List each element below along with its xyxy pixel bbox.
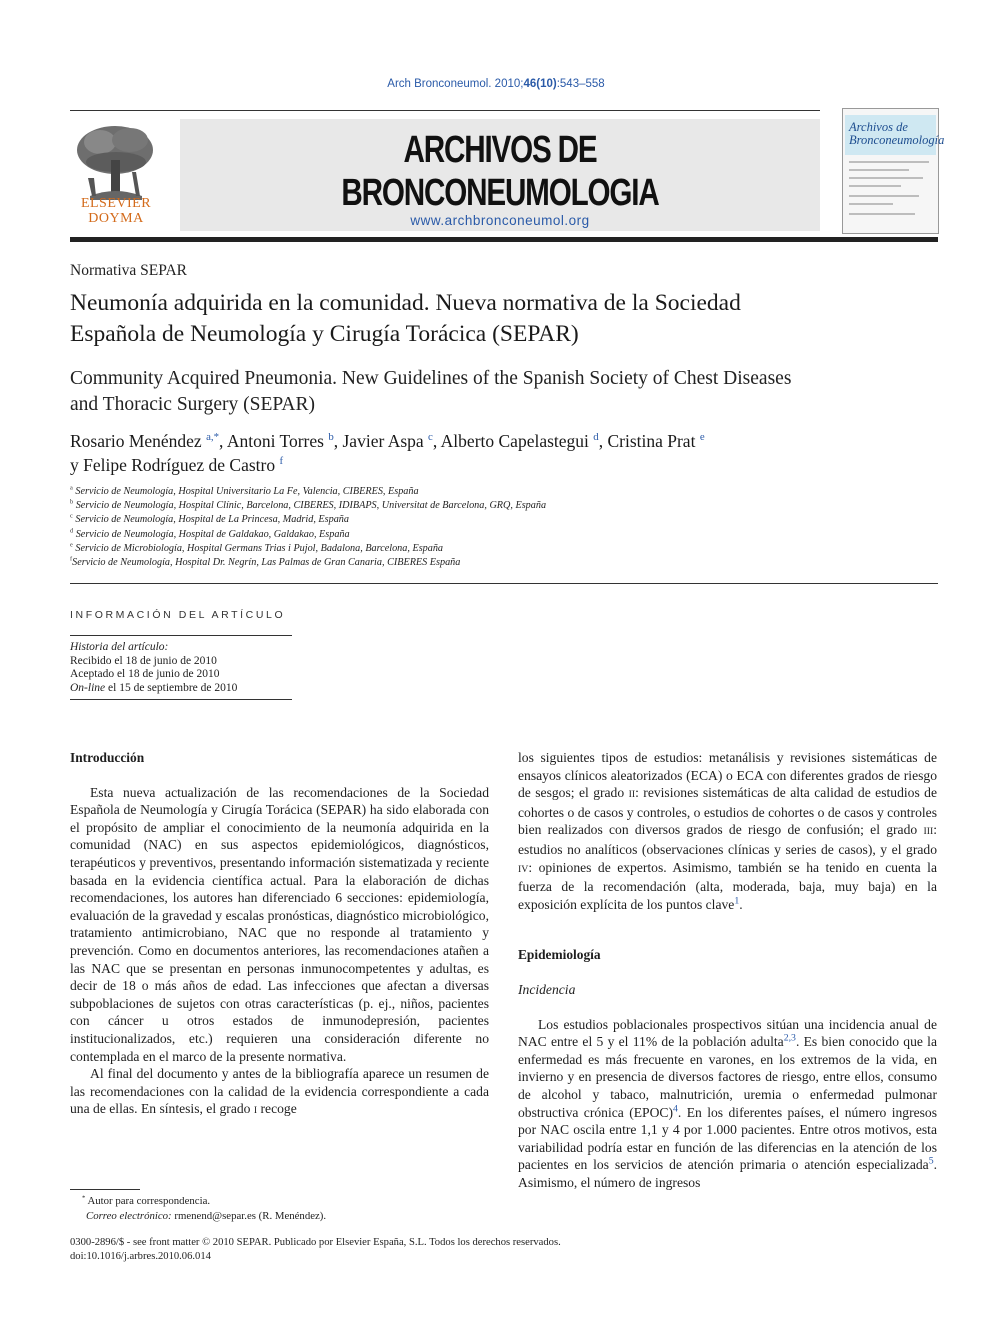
author-affiliation-marker[interactable]: e (699, 431, 705, 444)
author-name: y Felipe Rodríguez de Castro (70, 455, 276, 475)
evidence-grade: III (923, 826, 934, 838)
reference-link[interactable]: 4 (673, 1102, 678, 1114)
footnote-text: Autor para correspondencia. (85, 1195, 211, 1207)
author-name: Rosario Menéndez (70, 431, 202, 451)
footnote-marker: * (82, 1194, 86, 1202)
author-separator: , (598, 431, 608, 451)
affiliation-text: Servicio de Neumología, Hospital de Galdakao, Galdakao, España (75, 528, 350, 540)
author-name: Javier Aspa (342, 431, 424, 451)
footnote-line-2 (70, 1209, 490, 1224)
publisher-logo-text (70, 196, 162, 226)
journal-url-link[interactable]: www.archbronconeumol.org (410, 213, 590, 228)
affiliation-key: f (70, 555, 73, 563)
affiliation-key: b (70, 498, 74, 506)
cover-title-line1: Archivos de (849, 120, 908, 134)
author-name: Alberto Capelastegui (440, 431, 589, 451)
cover-text-line (849, 169, 909, 171)
journal-citation[interactable] (0, 78, 992, 90)
doi-link[interactable]: doi:10.1016/j.arbres.2010.06.014 (70, 1251, 211, 1263)
affiliation-text: Servicio de Microbiología, Hospital Germans Trias i Pujol, Badalona, Barcelona, España (75, 542, 444, 554)
affiliation-text: Servicio de Neumología, Hospital de La Princesa, Madrid, España (75, 514, 349, 526)
author-separator: , (432, 431, 441, 451)
grades-paragraph (518, 749, 937, 913)
footnote-line-1 (70, 1194, 490, 1209)
introduction-heading: Introducción (70, 750, 145, 765)
body-column-left (70, 749, 489, 1120)
affiliation-text: Servicio de Neumología, Hospital Clínic, Barcelona, CIBERES, IDIBAPS, Universitat de Barcelona, GRQ, España (75, 500, 547, 512)
affiliation-key: d (70, 527, 74, 535)
article-title-en (70, 366, 930, 418)
citation-issue: (10) (536, 78, 557, 90)
publisher-name-line2: DOYMA (88, 211, 144, 226)
affiliation-key: e (70, 541, 73, 549)
journal-title: ARCHIVOS DE BRONCONEUMOLOGIA (341, 129, 659, 214)
history-label: Historia del artículo: (70, 641, 169, 653)
reference-link[interactable]: 1 (734, 895, 740, 907)
page-footer (70, 1236, 930, 1265)
cover-text-line (849, 185, 901, 187)
author-affiliation-marker[interactable]: f (279, 455, 284, 468)
cover-text-line (849, 195, 919, 197)
author-affiliation-marker[interactable]: a,* (206, 431, 220, 444)
header-rule (70, 110, 820, 111)
paragraph-gap (518, 999, 937, 1016)
affiliation-text: Servicio de Neumología, Hospital Universitario La Fe, Valencia, CIBERES, España (75, 486, 419, 497)
author-name: Antoni Torres (226, 431, 324, 451)
history-received: Recibido el 18 de junio de 2010 (70, 654, 217, 667)
affiliation-list (70, 485, 930, 570)
author-list (70, 429, 930, 477)
reference-link[interactable]: 5 (928, 1155, 934, 1167)
affiliation-item (70, 556, 930, 570)
introduction-paragraph-2 (70, 1065, 489, 1120)
publisher-name-line1: ELSEVIER (80, 196, 152, 211)
evidence-grade: II (628, 789, 636, 801)
paragraph-text: Al final del documento y antes de la bibliografía aparece un resumen de las recomendaciones con la calidad de la evidencia correspondiente a cada una de ellas. En síntesis, el grado (70, 1066, 489, 1117)
evidence-grade: I (253, 1105, 258, 1117)
introduction-paragraph-1: Esta nueva actualización de las recomendaciones de la Sociedad Española de Neumología y Cirugía Torácica (SEPAR) ha sido elaborada con el propósito de ampliar el conocimiento de la neumonía adquirida en la comunidad (NAC) en sus aspectos epidemiológicos, diagnósticos, terapéuticos y preventivos, presentando información sistematizada y reciente basada en la evidencia científica actual. Para la elaboración de dichas recomendaciones, los autores han diferenciado 6 secciones: epidemiología, evaluación de la gravedad y escalas pronósticas, diagnóstico microbiológico, tratamiento antimicrobiano, NAC que no responde al tratamiento y prevención. Como en documentos anteriores, las recomendaciones atañen a las NAC que se presentan en personas inmunocompetentes y adultas, es decir de 18 o más años de edad. Las infecciones que afectan a diversas subpoblaciones de sujetos con otras características (p. ej., niños, pacientes con cáncer u otros estados de inmunodepresión, pacientes institucionalizados, etc.) requieren una consideración diferente no contemplada en el marco de la presente normativa. (70, 784, 489, 1064)
affiliation-item (70, 485, 930, 499)
paragraph-text: recoge (257, 1101, 297, 1117)
incidence-subheading: Incidencia (518, 981, 576, 997)
citation-volume: 46 (523, 78, 537, 90)
epidemiology-heading: Epidemiología (518, 947, 601, 963)
author-name: Cristina Prat (607, 431, 696, 451)
title-en-line2: and Thoracic Surgery (SEPAR) (70, 394, 315, 415)
paragraph-text: los siguientes tipos de estudios: metanálisis y revisiones sistemáticas de ensayos clínicos aleatorizados (ECA) o ECA con diferentes grados de riesgo de sesgos; el grado (518, 750, 937, 801)
email-label: Correo electrónico: (86, 1209, 172, 1222)
author-line-2 (70, 453, 930, 477)
affiliation-item (70, 528, 930, 542)
corresponding-author-footnote (70, 1194, 490, 1223)
reference-link[interactable]: 2,3 (783, 1032, 796, 1044)
cover-title (849, 120, 945, 147)
header-thick-rule (70, 237, 938, 242)
article-info-rule (70, 699, 292, 700)
article-history (70, 641, 300, 696)
history-accepted: Aceptado el 18 de junio de 2010 (70, 668, 220, 681)
author-line-1 (70, 429, 930, 453)
title-es-line1: Neumonía adquirida en la comunidad. Nueva normativa de la Sociedad (70, 290, 741, 316)
paragraph-gap (518, 964, 937, 981)
paragraph-text: : revisiones sistemáticas de alta calidad de estudios de cohortes o de casos y controles, o estudios de cohortes o de casos y controles bien realizados con diversos grados de riesgo de confusión; el grado (518, 785, 937, 838)
title-en-line1: Community Acquired Pneumonia. New Guidelines of the Spanish Society of Chest Diseases (70, 368, 792, 389)
affiliation-key: a (70, 484, 73, 492)
affiliation-item (70, 542, 930, 556)
article-section: Normativa SEPAR (70, 262, 187, 279)
author-affiliation-marker[interactable]: d (593, 431, 599, 444)
cover-text-line (849, 177, 923, 179)
paragraph-gap (70, 767, 489, 784)
author-separator: , (333, 431, 343, 451)
copyright-line: 0300-2896/$ - see front matter © 2010 SEPAR. Publicado por Elsevier España, S.L. Todos los derechos reservados. (70, 1237, 561, 1248)
paragraph-text: Los estudios poblacionales prospectivos sitúan una incidencia anual de NAC entre el 5 y el 11% de la población adulta (518, 1016, 937, 1050)
paragraph-text: . Es bien conocido que la enfermedad es más frecuente en varones, en los extremos de la vida, en invierno y en presencia de diversos factores de riesgo, entre ellos, consumo de alcohol y tabaco, malnutrición, uremia o enfermedad pulmonar obstructiva crónica (EPOC) (518, 1034, 937, 1120)
online-label: On-line (70, 682, 106, 695)
article-info-heading: INFORMACIÓN DEL ARTÍCULO (70, 609, 286, 621)
journal-cover-thumbnail (842, 108, 945, 234)
cover-text-line (849, 213, 915, 215)
affiliation-key: c (70, 513, 73, 521)
cover-text-line (849, 203, 893, 205)
author-separator: , (219, 431, 227, 451)
online-date: el 15 de septiembre de 2010 (105, 682, 238, 695)
author-affiliation-marker[interactable]: b (328, 431, 334, 444)
article-info-rule (70, 635, 292, 636)
footnote-rule (70, 1189, 140, 1190)
cover-text-line (849, 161, 929, 163)
paragraph-gap (518, 913, 937, 946)
paragraph-text: : estudios no analíticos (observaciones clínicas y series de casos), y el grado (518, 822, 937, 857)
title-es-line2: Española de Neumología y Cirugía Torácica (SEPAR) (70, 321, 579, 347)
article-title-es (70, 288, 930, 350)
affiliation-text: Servicio de Neumología, Hospital Dr. Negrín, Las Palmas de Gran Canaria, CIBERES España (72, 557, 461, 569)
paragraph-text: : opiniones de expertos. Asimismo, también se ha tenido en cuenta la fuerza de la recomendación (alta, moderada, baja, muy baja) en la exposición explícita de los puntos clave (518, 859, 937, 912)
paragraph-text: . En los diferentes países, el número ingresos por NAC oscila entre 1,1 y 4 por 1.000 pacientes. Entre otros motivos, esta variabilidad podría estar en función de las diferencias en la atención de los pacientes en los servicios de atención primaria o atención especializada (518, 1104, 938, 1173)
email-link[interactable]: rmenend@separ.es (R. Menéndez). (171, 1209, 327, 1222)
paragraph-text: . Asimismo, el número de ingresos (518, 1157, 937, 1190)
author-affiliation-marker[interactable]: c (428, 431, 433, 444)
journal-masthead (180, 119, 820, 231)
body-column-right (518, 749, 937, 1191)
cover-title-line2: Bronconeumología (849, 133, 945, 147)
citation-pages: :543–558 (556, 78, 605, 90)
history-online (70, 682, 300, 696)
paragraph-text: . (739, 896, 743, 912)
incidence-paragraph (518, 1016, 937, 1192)
evidence-grade: IV (518, 863, 529, 875)
section-rule (70, 583, 938, 584)
affiliation-item (70, 499, 930, 513)
citation-prefix: Arch Bronconeumol. 2010; (387, 78, 524, 90)
affiliation-item (70, 513, 930, 527)
